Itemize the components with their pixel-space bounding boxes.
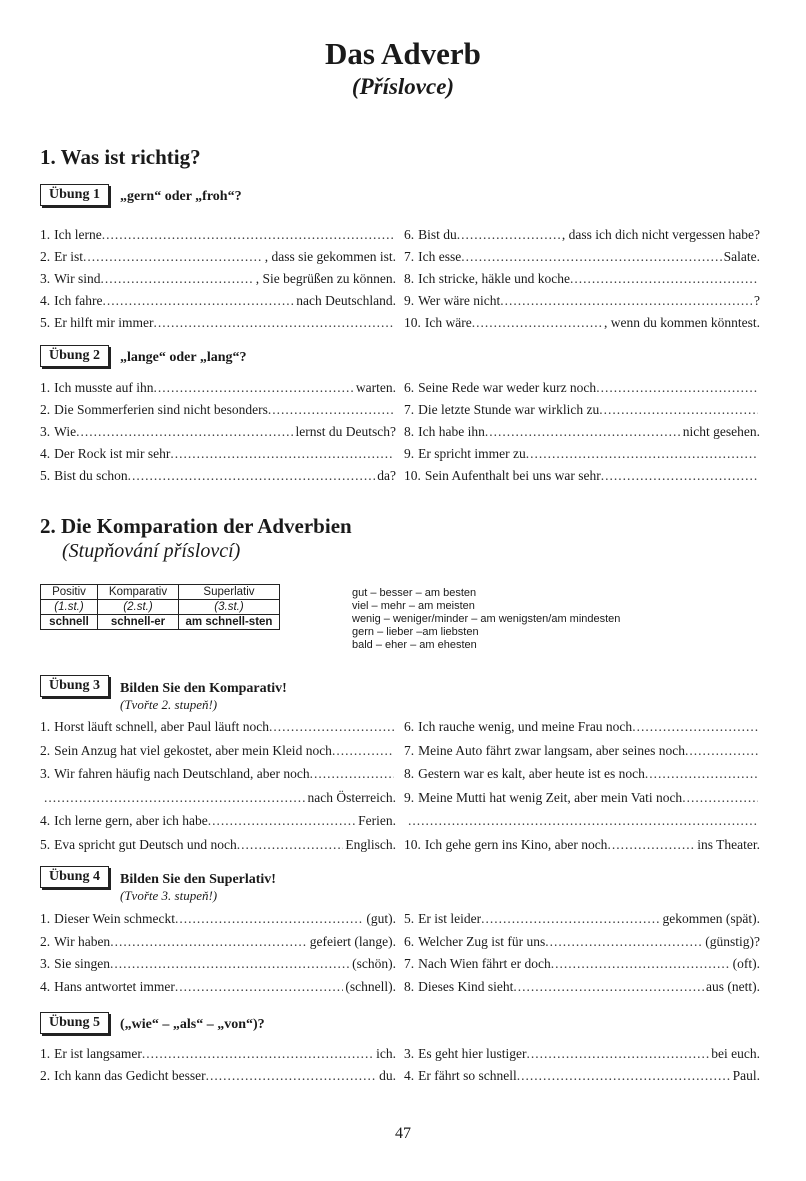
item-text: Sein Aufenthalt bei uns war sehr: [424, 468, 601, 483]
exercise-item: [40, 291, 396, 311]
exercise-item: [404, 909, 760, 929]
item-text: Sein Anzug hat viel gekostet, aber mein Kleid noch: [54, 742, 332, 758]
answer-blank[interactable]: [599, 400, 758, 420]
item-text: Ich lerne gern, aber ich habe: [54, 813, 208, 828]
exercise-item: [40, 741, 396, 761]
item-number: 10.: [404, 836, 421, 852]
item-text: Welcher Zug ist für uns: [418, 933, 546, 949]
answer-blank[interactable]: [685, 741, 758, 761]
item-number: 6.: [404, 227, 415, 242]
exercise-item: [40, 378, 396, 398]
page-title: Das Adverb: [325, 36, 481, 71]
item-text: Ich rauche wenig, und meine Frau noch: [418, 719, 633, 734]
item-number: 8.: [404, 766, 415, 781]
answer-blank[interactable]: [570, 269, 758, 289]
table-header-positiv: Positiv: [41, 585, 98, 600]
exercise-item: [40, 400, 396, 420]
item-number: 8.: [404, 978, 415, 994]
answer-blank[interactable]: [142, 1044, 374, 1064]
item-number: 1.: [40, 1046, 51, 1061]
item-ending: nach Deutschland.: [296, 293, 396, 308]
item-text: Wir sind: [54, 271, 101, 286]
exercise-item: [404, 977, 760, 997]
answer-blank[interactable]: [102, 225, 394, 245]
exercise-3-label: Übung 3: [40, 675, 109, 697]
item-number: 3.: [404, 1046, 415, 1061]
page-number: 47: [395, 1125, 411, 1142]
item-number: 10.: [404, 315, 421, 330]
item-ending: ?: [754, 293, 760, 308]
item-text: Dieser Wein schmeckt: [54, 911, 175, 926]
item-number: 3.: [40, 956, 51, 971]
section-2-heading: 2. Die Komparation der Adverbien: [40, 514, 352, 538]
item-number: 10.: [404, 468, 421, 483]
exercise-item: [404, 1044, 760, 1064]
exercise-item: [40, 835, 396, 855]
answer-blank[interactable]: [332, 741, 394, 761]
item-text: Wir fahren häufig nach Deutschland, aber noch: [54, 766, 310, 781]
exercise-item: [40, 788, 396, 808]
item-number: 6.: [404, 380, 415, 395]
item-text: Ich stricke, häkle und koche: [418, 271, 570, 286]
answer-blank[interactable]: [408, 811, 758, 831]
item-number: 7.: [404, 956, 415, 971]
item-number: 2.: [40, 249, 51, 264]
item-number: 4.: [40, 446, 51, 461]
exercise-4-hint: (Tvořte 3. stupeň!): [120, 888, 218, 903]
answer-blank[interactable]: [472, 313, 602, 333]
exercise-item: [404, 764, 760, 784]
exercise-5-question: („wie“ – „als“ – „von“)?: [120, 1017, 265, 1032]
item-ending: , wenn du kommen könntest.: [604, 315, 760, 330]
item-number: 5.: [404, 911, 415, 926]
item-text: Er ist: [54, 249, 83, 264]
item-number: 6.: [404, 933, 415, 949]
page-subtitle: (Příslovce): [351, 74, 455, 99]
item-ending: nicht gesehen.: [682, 424, 760, 439]
irregular-form: wenig – weniger/minder – am wenigsten/am mindesten: [352, 613, 621, 625]
answer-blank[interactable]: [153, 313, 394, 333]
item-text: Nach Wien fährt er doch: [418, 956, 551, 971]
exercise-item: [404, 225, 760, 245]
item-number: 3.: [40, 271, 51, 286]
item-text: Ich habe ihn: [418, 424, 485, 439]
item-text: Die letzte Stunde war wirklich zu: [418, 402, 600, 417]
item-number: 1.: [40, 719, 51, 734]
exercise-item: [404, 313, 760, 333]
item-number: 8.: [404, 424, 415, 439]
exercise-item: [404, 444, 760, 464]
answer-blank[interactable]: [645, 764, 758, 784]
exercise-item: [40, 225, 396, 245]
item-number: 4.: [404, 1068, 415, 1083]
item-number: 5.: [40, 315, 51, 330]
item-ending: da?: [377, 468, 396, 483]
exercise-item: [404, 247, 760, 267]
answer-blank[interactable]: [513, 977, 704, 997]
answer-blank[interactable]: [206, 1066, 378, 1086]
item-ending: , dass sie gekommen ist.: [264, 249, 396, 264]
exercise-item: [404, 717, 760, 737]
item-text: Die Sommerferien sind nicht besonders: [54, 402, 268, 417]
item-ending: , dass ich dich nicht vergessen habe?: [561, 227, 760, 242]
item-number: 5.: [40, 468, 51, 483]
item-ending: lernst du Deutsch?: [295, 424, 396, 439]
answer-blank[interactable]: [526, 1044, 709, 1064]
table-degree-1: (1.st.): [41, 600, 98, 615]
item-ending: (gut).: [366, 911, 396, 926]
item-ending: nach Österreich.: [307, 789, 396, 805]
item-text: Er ist leider: [418, 911, 482, 926]
item-text: Seine Rede war weder kurz noch: [418, 380, 597, 395]
answer-blank[interactable]: [632, 717, 758, 737]
item-number: 1.: [40, 380, 51, 395]
answer-blank[interactable]: [128, 466, 376, 486]
exercise-item: [40, 764, 396, 784]
exercise-3-question: Bilden Sie den Komparativ!: [120, 681, 287, 696]
exercise-4-label: Übung 4: [40, 866, 109, 888]
item-text: Ich kann das Gedicht besser: [54, 1068, 206, 1083]
exercise-item: [40, 269, 396, 289]
item-text: Meine Auto fährt zwar langsam, aber seines noch: [418, 742, 686, 758]
answer-blank[interactable]: [601, 466, 758, 486]
exercise-2-label: Übung 2: [40, 345, 109, 367]
item-ending: Paul.: [732, 1068, 760, 1083]
exercise-item: [40, 717, 396, 737]
item-ending: warten.: [355, 380, 396, 395]
exercise-1-question: „gern“ oder „froh“?: [120, 189, 242, 204]
item-ending: (günstig)?: [705, 933, 760, 949]
exercise-item: [404, 835, 760, 855]
item-ending: gefeiert (lange).: [309, 933, 396, 949]
item-text: Sie singen: [54, 956, 110, 971]
answer-blank[interactable]: [481, 909, 660, 929]
exercise-item: [404, 954, 760, 974]
item-text: Ich wäre: [424, 315, 472, 330]
exercise-5-label: Übung 5: [40, 1012, 109, 1034]
table-degree-3: (3.st.): [179, 600, 280, 615]
item-number: 2.: [40, 933, 51, 949]
answer-blank[interactable]: [153, 378, 353, 398]
item-number: 9.: [404, 293, 415, 308]
answer-blank[interactable]: [83, 247, 263, 267]
item-text: Horst läuft schnell, aber Paul läuft noch: [54, 719, 269, 734]
item-number: 3.: [40, 766, 51, 781]
item-number: 4.: [40, 293, 51, 308]
item-ending: (schnell).: [345, 978, 396, 994]
answer-blank[interactable]: [175, 909, 364, 929]
item-text: Der Rock ist mir sehr: [54, 446, 171, 461]
exercise-item: [40, 909, 396, 929]
item-number: 4.: [40, 813, 51, 828]
exercise-item: [404, 811, 760, 831]
item-ending: ins Theater.: [697, 836, 760, 852]
item-number: 1.: [40, 911, 51, 926]
item-number: 3.: [40, 424, 51, 439]
answer-blank[interactable]: [170, 444, 394, 464]
item-text: Ich fahre: [54, 293, 103, 308]
answer-blank[interactable]: [310, 764, 394, 784]
item-text: Hans antwortet immer: [54, 978, 175, 994]
exercise-item: [404, 788, 760, 808]
answer-blank[interactable]: [208, 811, 356, 831]
item-number: 5.: [40, 836, 51, 852]
answer-blank[interactable]: [682, 788, 758, 808]
answer-blank[interactable]: [110, 954, 350, 974]
exercise-item: [404, 378, 760, 398]
item-text: Er ist langsamer: [54, 1046, 142, 1061]
item-text: Bist du schon: [54, 468, 128, 483]
item-text: Wer wäre nicht: [418, 293, 501, 308]
answer-blank[interactable]: [269, 717, 394, 737]
item-ending: bei euch.: [711, 1046, 760, 1061]
item-ending: (schön).: [352, 956, 396, 971]
section-2-subheading: (Stupňování příslovcí): [62, 540, 241, 562]
item-number: 9.: [404, 789, 415, 805]
item-ending: Salate.: [723, 249, 760, 264]
answer-blank[interactable]: [607, 835, 695, 855]
exercise-item: [40, 811, 396, 831]
exercise-item: [404, 741, 760, 761]
irregular-forms-list: [352, 587, 620, 652]
exercise-item: [40, 932, 396, 952]
exercise-item: [404, 422, 760, 442]
exercise-item: [404, 932, 760, 952]
exercise-item: [404, 291, 760, 311]
item-number: 4.: [40, 978, 51, 994]
item-ending: , Sie begrüßen zu können.: [255, 271, 396, 286]
answer-blank[interactable]: [526, 444, 758, 464]
exercise-3-hint: (Tvořte 2. stupeň!): [120, 697, 218, 712]
item-text: Ich gehe gern ins Kino, aber noch: [424, 836, 608, 852]
item-number: 2.: [40, 742, 51, 758]
item-text: Ich musste auf ihn: [54, 380, 154, 395]
table-example-komparativ: schnell-er: [98, 615, 179, 630]
item-text: Wir haben: [54, 933, 111, 949]
answer-blank[interactable]: [175, 977, 344, 997]
answer-blank[interactable]: [461, 247, 721, 267]
item-number: 6.: [404, 719, 415, 734]
exercise-item: [40, 422, 396, 442]
item-ending: gekommen (spät).: [662, 911, 760, 926]
answer-blank[interactable]: [500, 291, 752, 311]
answer-blank[interactable]: [237, 835, 344, 855]
item-number: 2.: [40, 1068, 51, 1083]
irregular-form: viel – mehr – am meisten: [352, 600, 475, 612]
exercise-item: [404, 466, 760, 486]
exercise-item: [40, 466, 396, 486]
irregular-form: gut – besser – am besten: [352, 587, 477, 599]
table-header-komparativ: Komparativ: [98, 585, 179, 600]
item-number: 1.: [40, 227, 51, 242]
item-text: Ich esse: [418, 249, 462, 264]
answer-blank[interactable]: [457, 225, 560, 245]
exercise-item: [40, 977, 396, 997]
item-number: 8.: [404, 271, 415, 286]
answer-blank[interactable]: [110, 932, 308, 952]
item-text: Es geht hier lustiger: [418, 1046, 527, 1061]
item-text: Wie: [54, 424, 77, 439]
item-text: Er spricht immer zu: [418, 446, 526, 461]
irregular-form: bald – eher – am ehesten: [352, 639, 477, 651]
exercise-item: [40, 444, 396, 464]
exercise-item: [40, 1044, 396, 1064]
table-example-positiv: schnell: [41, 615, 98, 630]
exercise-item: [404, 1066, 760, 1086]
item-number: 7.: [404, 742, 415, 758]
answer-blank[interactable]: [102, 291, 294, 311]
answer-blank[interactable]: [76, 422, 293, 442]
item-text: Er hilft mir immer: [54, 315, 154, 330]
section-1-heading: 1. Was ist richtig?: [40, 145, 201, 169]
item-ending: du.: [379, 1068, 396, 1083]
item-number: 7.: [404, 402, 415, 417]
answer-blank[interactable]: [44, 788, 306, 808]
item-text: Ich lerne: [54, 227, 102, 242]
answer-blank[interactable]: [485, 422, 681, 442]
comparison-table: [40, 584, 280, 630]
item-number: 7.: [404, 249, 415, 264]
exercise-item: [40, 247, 396, 267]
item-ending: Englisch.: [345, 836, 396, 852]
answer-blank[interactable]: [545, 932, 703, 952]
item-ending: Ferien.: [358, 813, 396, 828]
exercise-2-question: „lange“ oder „lang“?: [120, 350, 247, 365]
item-text: Gestern war es kalt, aber heute ist es noch: [418, 766, 645, 781]
exercise-item: [404, 269, 760, 289]
answer-blank[interactable]: [268, 400, 394, 420]
item-text: Er fährt so schnell: [418, 1068, 517, 1083]
exercise-1-label: Übung 1: [40, 184, 109, 206]
exercise-item: [40, 954, 396, 974]
item-text: Meine Mutti hat wenig Zeit, aber mein Vati noch: [418, 789, 683, 805]
item-ending: aus (nett).: [706, 978, 760, 994]
item-ending: (oft).: [732, 956, 760, 971]
item-ending: ich.: [376, 1046, 396, 1061]
table-example-superlativ: am schnell-sten: [179, 615, 280, 630]
table-header-superlativ: Superlativ: [179, 585, 280, 600]
item-number: 9.: [404, 446, 415, 461]
exercise-item: [40, 313, 396, 333]
answer-blank[interactable]: [551, 954, 731, 974]
table-degree-2: (2.st.): [98, 600, 179, 615]
item-text: Bist du: [418, 227, 457, 242]
irregular-form: gern – lieber –am liebsten: [352, 626, 479, 638]
exercise-item: [40, 1066, 396, 1086]
exercise-4-question: Bilden Sie den Superlativ!: [120, 872, 276, 887]
answer-blank[interactable]: [517, 1066, 731, 1086]
item-text: Dieses Kind sieht: [418, 978, 514, 994]
answer-blank[interactable]: [100, 269, 253, 289]
answer-blank[interactable]: [596, 378, 758, 398]
item-text: Eva spricht gut Deutsch und noch: [54, 836, 237, 852]
exercise-item: [404, 400, 760, 420]
item-number: 2.: [40, 402, 51, 417]
